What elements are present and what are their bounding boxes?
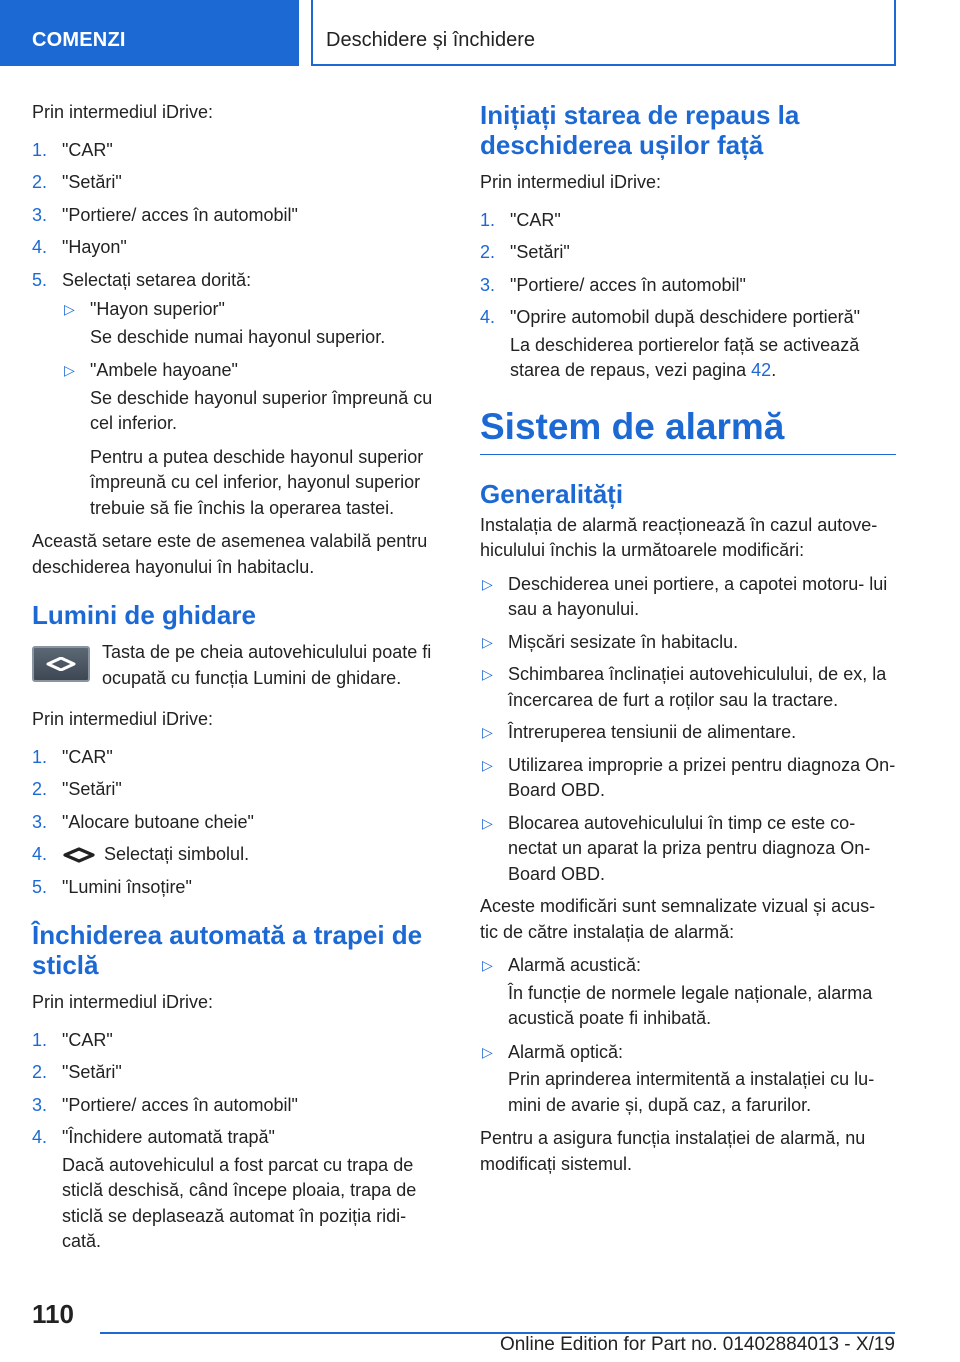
alarm-item xyxy=(480,953,896,1032)
steps-list-hayon xyxy=(32,138,448,522)
change-item xyxy=(480,630,896,656)
change-text: Întreruperea tensiunii de alimentare. xyxy=(508,722,797,742)
step-item xyxy=(32,842,448,868)
step-text: "Setări" xyxy=(62,172,122,192)
step-number: 3. xyxy=(480,274,496,295)
triangle-bullet-icon: ▷ xyxy=(482,724,493,740)
step-item xyxy=(32,138,448,164)
change-text: Deschiderea unei portiere, a capotei motoru‐ lui sau a hayonului. xyxy=(508,573,888,619)
left-column xyxy=(32,100,448,1263)
step-item xyxy=(480,240,896,266)
step-text: "CAR" xyxy=(62,139,113,160)
alarm-item xyxy=(480,1040,896,1119)
option-item xyxy=(62,358,448,521)
step-text: "Portiere/ acces în automobil" xyxy=(62,1094,298,1115)
triangle-bullet-icon: ▷ xyxy=(64,301,75,317)
guide-light-symbol-icon xyxy=(62,847,96,863)
step-number: 3. xyxy=(32,204,48,225)
edition-text: Online Edition for Part no. 01402884013 - X/19 xyxy=(499,1334,895,1355)
step-text: "CAR" xyxy=(510,209,561,230)
step-text: "Setări" xyxy=(62,779,122,799)
step-item xyxy=(32,1093,448,1119)
option-list xyxy=(62,297,448,521)
step-item xyxy=(32,235,448,261)
final-text: Pentru a asigura funcția instalației de alarmă, nu modificați sistemul. xyxy=(480,1128,866,1174)
intro-text: Prin intermediul iDrive: xyxy=(32,102,214,122)
step-number: 1. xyxy=(32,1029,48,1050)
note-text: Această setare este de asemenea valabilă pentru deschiderea hayonului în habitaclu. xyxy=(32,531,428,577)
triangle-bullet-icon: ▷ xyxy=(482,756,493,773)
general-text: Instalația de alarmă reacționează în cazul autove‐ hiculului închis la următoarele modificări: xyxy=(480,514,878,560)
step-description: Dacă autovehiculul a fost parcat cu trapa de sticlă deschisă, când începe ploaia, trapa de sticlă se deplasează automat în poziția ridi‐ cată. xyxy=(62,1154,417,1251)
heading-general: Generalități xyxy=(480,478,624,509)
step-item xyxy=(32,268,448,522)
heading-lumini: Lumini de ghidare xyxy=(32,600,256,630)
step-text: "Setări" xyxy=(62,1062,122,1082)
step-number: 4. xyxy=(480,307,496,327)
triangle-bullet-icon: ▷ xyxy=(482,957,493,973)
step-item xyxy=(32,1125,448,1255)
step-number: 2. xyxy=(480,242,496,262)
section-tab: COMENZI xyxy=(0,0,299,66)
step-number: 2. xyxy=(32,172,48,192)
step-number: 5. xyxy=(32,269,48,290)
step-number: 2. xyxy=(32,1062,48,1082)
step-text: Selectați simbolul. xyxy=(104,844,250,864)
step-number: 1. xyxy=(32,139,48,160)
heading-repaus: Inițiați starea de repaus la deschiderea ușilor față xyxy=(480,100,800,160)
option-item xyxy=(62,297,448,350)
key-button-image xyxy=(32,646,90,682)
signal-text: Aceste modificări sunt semnalizate vizual și acus‐ tic de către instalația de alarmă: xyxy=(480,896,876,942)
step-item xyxy=(32,1028,448,1054)
step-number: 3. xyxy=(32,811,48,832)
step-item xyxy=(32,203,448,229)
steps-list-lumini xyxy=(32,745,448,901)
key-text: Tasta de pe cheia autovehiculului poate fi ocupată cu funcția Lumini de ghidare. xyxy=(102,642,432,688)
guide-light-icon xyxy=(46,657,76,671)
heading-trapa: Închiderea automată a trapei de sticlă xyxy=(32,920,423,980)
step-text: "Setări" xyxy=(510,242,570,262)
intro-text: Prin intermediul iDrive: xyxy=(32,709,214,729)
steps-list-repaus xyxy=(480,208,896,384)
triangle-bullet-icon: ▷ xyxy=(482,814,493,831)
step-item xyxy=(32,875,448,901)
step-text: Selectați setarea dorită: xyxy=(62,269,252,290)
changes-list xyxy=(480,572,896,888)
alarm-description: În funcție de normele legale naționale, alarma acustică poate fi inhibată. xyxy=(508,982,873,1028)
step-number: 4. xyxy=(32,1127,48,1147)
step-number: 5. xyxy=(32,876,48,897)
step-text: "Oprire automobil după deschidere portieră" xyxy=(510,307,860,327)
change-item xyxy=(480,753,896,804)
triangle-bullet-icon: ▷ xyxy=(482,633,493,650)
step-text: "CAR" xyxy=(62,1029,113,1050)
alarm-label: Alarmă optică: xyxy=(508,1041,624,1062)
step-item xyxy=(32,1060,448,1086)
step-item xyxy=(32,170,448,196)
step-number: 3. xyxy=(32,1094,48,1115)
intro-text: Prin intermediul iDrive: xyxy=(480,172,662,192)
step-description xyxy=(510,333,896,384)
triangle-bullet-icon: ▷ xyxy=(482,1043,493,1060)
triangle-bullet-icon: ▷ xyxy=(64,362,75,378)
page-reference-link[interactable]: 42 xyxy=(751,360,772,380)
option-label: "Ambele hayoane" xyxy=(90,360,238,380)
chapter-title: Deschidere și închidere xyxy=(311,0,896,66)
step-item xyxy=(480,208,896,234)
step-text: "Portiere/ acces în automobil" xyxy=(510,274,746,295)
triangle-bullet-icon: ▷ xyxy=(482,575,493,592)
alarm-description: Prin aprinderea intermitentă a instalației cu lu‐ mini de avarie și, după caz, a farurilor. xyxy=(508,1069,875,1115)
repaus-desc-end: . xyxy=(771,360,777,380)
steps-list-trapa xyxy=(32,1028,448,1255)
intro-text: Prin intermediul iDrive: xyxy=(32,992,214,1012)
alarm-label: Alarmă acustică: xyxy=(508,955,642,975)
repaus-desc-text: La deschiderea portierelor față se activează starea de repaus, vezi pagina xyxy=(510,334,860,380)
change-item xyxy=(480,811,896,888)
change-text: Utilizarea improprie a prizei pentru diagnoza On-Board OBD. xyxy=(508,754,896,800)
option-label: "Hayon superior" xyxy=(90,299,225,319)
change-item xyxy=(480,572,896,623)
right-column xyxy=(480,100,896,1185)
step-text: "CAR" xyxy=(62,746,113,767)
step-text: "Lumini însoțire" xyxy=(62,876,192,897)
change-item xyxy=(480,720,896,746)
step-text: "Portiere/ acces în automobil" xyxy=(62,204,298,225)
option-description: Pentru a putea deschide hayonul superior împreună cu cel inferior, hayonul superior trebuie să fie închis la operarea tastei. xyxy=(90,446,424,518)
change-text: Blocarea autovehiculului în timp ce este co‐ nectat un aparat la priza pentru diagnoza On- Board OBD. xyxy=(508,812,871,884)
step-number: 1. xyxy=(32,746,48,767)
change-item xyxy=(480,662,896,713)
heading-alarm-system: Sistem de alarmă xyxy=(480,406,896,455)
step-item xyxy=(32,745,448,771)
change-text: Mișcări sesizate în habitaclu. xyxy=(508,631,739,652)
page-number: 110 xyxy=(32,1299,74,1329)
step-number: 4. xyxy=(32,844,48,864)
step-number: 1. xyxy=(480,209,496,230)
change-text: Schimbarea înclinației autovehiculului, de ex, la încercarea de furt a roților sau la tractare. xyxy=(508,664,887,710)
option-description: Se deschide hayonul superior împreună cu cel inferior. xyxy=(90,387,433,433)
option-description: Se deschide numai hayonul superior. xyxy=(90,326,386,347)
step-number: 2. xyxy=(32,779,48,799)
step-number: 4. xyxy=(32,237,48,257)
step-item xyxy=(32,810,448,836)
step-text: "Hayon" xyxy=(62,237,127,257)
step-item xyxy=(480,273,896,299)
page-header xyxy=(0,0,960,66)
key-info-row xyxy=(32,640,448,691)
triangle-bullet-icon: ▷ xyxy=(482,666,493,682)
step-text: "Închidere automată trapă" xyxy=(62,1127,275,1147)
alarm-list xyxy=(480,953,896,1118)
step-text: "Alocare butoane cheie" xyxy=(62,811,254,832)
step-item xyxy=(32,777,448,803)
step-item xyxy=(480,305,896,384)
